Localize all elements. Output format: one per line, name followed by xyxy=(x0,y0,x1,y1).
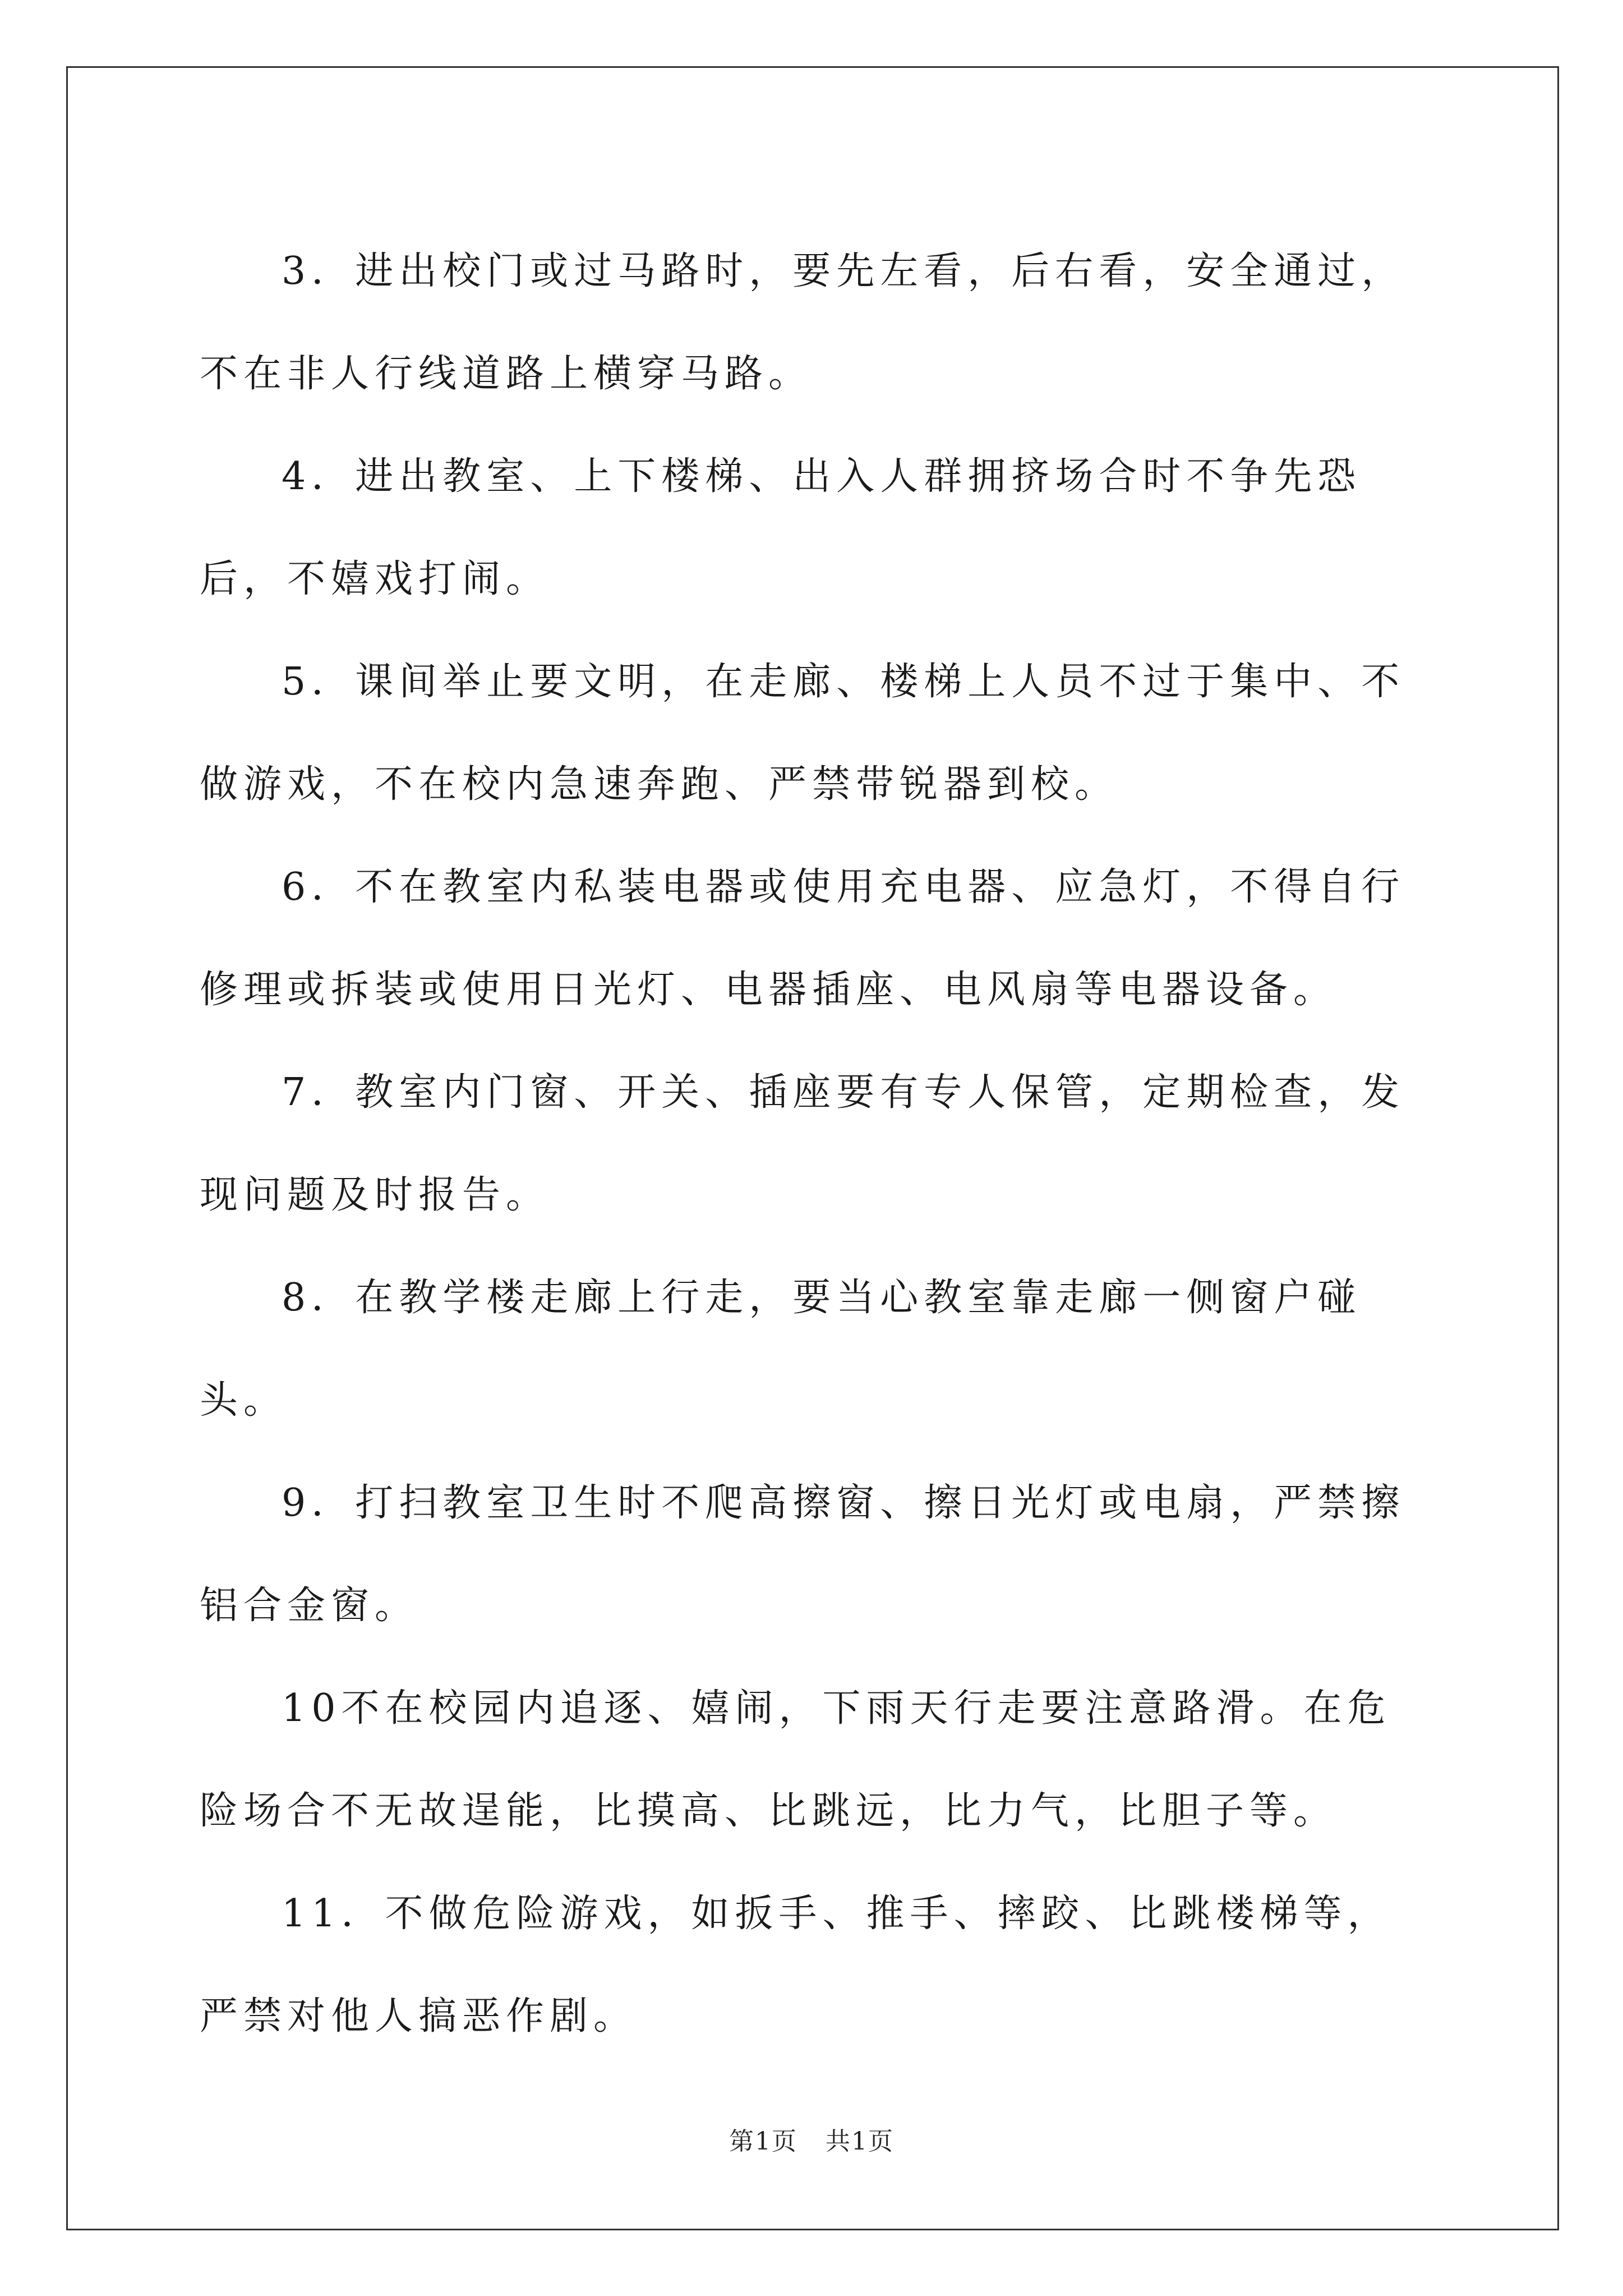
page-number-total: 共1页 xyxy=(826,2127,894,2156)
paragraph-item-6: 6．不在教室内私装电器或使用充电器、应急灯，不得自行修理或拆装或使用日光灯、电器插座、电风扇等电器设备。 xyxy=(200,865,1405,1012)
paragraph-item-8: 8．在教学楼走廊上行走，要当心教室靠走廊一侧窗户碰头。 xyxy=(200,1276,1362,1423)
paragraph-item-4: 4．进出教室、上下楼梯、出入人群拥挤场合时不争先恐后，不嬉戏打闹。 xyxy=(200,454,1362,601)
paragraph-item-9: 9．打扫教室卫生时不爬高擦窗、擦日光灯或电扇，严禁擦铝合金窗。 xyxy=(200,1481,1405,1628)
page-number-current: 第1页 xyxy=(729,2127,797,2156)
page-footer xyxy=(0,2125,1623,2159)
paragraph-item-3: 3．进出校门或过马路时，要先左看，后右看，安全通过，不在非人行线道路上横穿马路。 xyxy=(200,249,1405,396)
paragraph-item-11: 11．不做危险游戏，如扳手、推手、摔跤、比跳楼梯等，严禁对他人搞恶作剧。 xyxy=(200,1892,1391,2039)
paragraph-item-7: 7．教室内门窗、开关、插座要有专人保管，定期检查，发现问题及时报告。 xyxy=(200,1070,1405,1217)
document-body xyxy=(200,220,1429,2068)
paragraph-item-10: 10不在校园内追逐、嬉闹，下雨天行走要注意路滑。在危险场合不无故逞能，比摸高、比跳远，比力气，比胆子等。 xyxy=(200,1686,1391,1833)
paragraph-item-5: 5．课间举止要文明，在走廊、楼梯上人员不过于集中、不做游戏，不在校内急速奔跑、严禁带锐器到校。 xyxy=(200,660,1405,807)
